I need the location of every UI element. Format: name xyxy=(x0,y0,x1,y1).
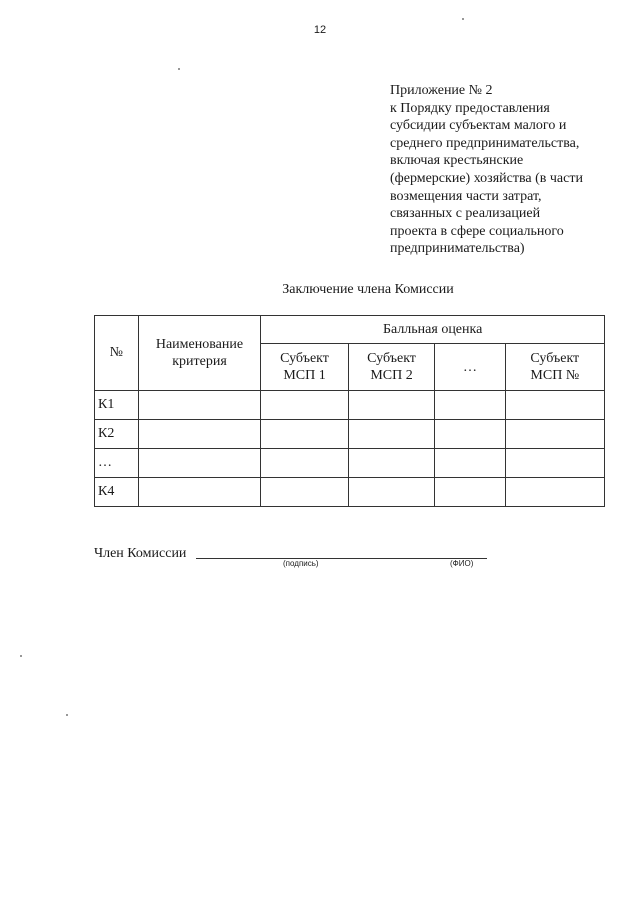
evaluation-table xyxy=(94,315,605,507)
appendix-line: к Порядку предоставления xyxy=(390,100,550,116)
row-label: К2 xyxy=(95,420,139,449)
table-cell xyxy=(138,478,261,507)
row-label: К4 xyxy=(95,478,139,507)
table-cell xyxy=(435,420,505,449)
appendix-line: предпринимательства) xyxy=(390,241,525,257)
table-row xyxy=(95,449,605,478)
table-cell xyxy=(261,420,349,449)
appendix-line: субсидии субъектам малого и xyxy=(390,118,567,134)
table-cell xyxy=(138,420,261,449)
table-cell xyxy=(505,391,604,420)
table-cell xyxy=(435,391,505,420)
table-row xyxy=(95,420,605,449)
subject-header-line: Субъект xyxy=(367,351,416,366)
table-cell xyxy=(261,391,349,420)
column-header-score-group: Балльная оценка xyxy=(261,316,605,344)
table-cell xyxy=(348,391,435,420)
table-cell xyxy=(505,420,604,449)
table-row xyxy=(95,391,605,420)
column-header-number: № xyxy=(95,316,139,391)
subject-header-line: Субъект xyxy=(280,351,329,366)
scan-speck xyxy=(66,714,68,716)
table-cell xyxy=(348,449,435,478)
scan-speck xyxy=(20,655,22,657)
scan-speck xyxy=(178,68,180,70)
table-cell xyxy=(261,478,349,507)
table-cell xyxy=(505,449,604,478)
subject-header-line: МСП № xyxy=(530,368,580,383)
page-number: 12 xyxy=(313,24,327,36)
appendix-line: возмещения части затрат, xyxy=(390,188,542,204)
row-label: … xyxy=(95,449,139,478)
appendix-line: включая крестьянские xyxy=(390,153,524,169)
subject-header-line: МСП 2 xyxy=(370,368,413,383)
criterion-header-line: критерия xyxy=(172,354,227,369)
table-cell xyxy=(348,420,435,449)
signature-caption: (подпись) xyxy=(283,559,319,568)
column-header-criterion xyxy=(138,316,261,391)
document-title: Заключение члена Комиссии xyxy=(282,282,454,297)
signature-label: Член Комиссии xyxy=(94,546,187,561)
subject-header-line: … xyxy=(462,359,477,375)
subject-header-line: МСП 1 xyxy=(283,368,326,383)
table-header-row xyxy=(95,316,605,344)
table-cell xyxy=(138,391,261,420)
appendix-line: (фермерские) хозяйства (в части xyxy=(390,170,583,186)
table-cell xyxy=(435,449,505,478)
table-cell xyxy=(261,449,349,478)
table-cell xyxy=(138,449,261,478)
appendix-line: связанных с реализацией xyxy=(390,206,541,222)
appendix-line: Приложение № 2 xyxy=(390,83,493,98)
column-header-subject-n xyxy=(505,344,604,391)
subject-header-line: Субъект xyxy=(530,351,580,366)
criterion-header-line: Наименование xyxy=(155,337,244,352)
appendix-line: проекта в сфере социального xyxy=(390,223,564,239)
table-cell xyxy=(348,478,435,507)
appendix-line: среднего предпринимательства, xyxy=(390,135,580,151)
signature-line xyxy=(196,558,341,559)
table-row xyxy=(95,478,605,507)
column-header-subject-2 xyxy=(348,344,435,391)
row-label: К1 xyxy=(95,391,139,420)
table-cell xyxy=(505,478,604,507)
scan-speck xyxy=(462,18,464,20)
column-header-ellipsis xyxy=(435,344,505,391)
column-header-subject-1 xyxy=(261,344,349,391)
name-caption: (ФИО) xyxy=(450,559,474,568)
appendix-header xyxy=(390,82,630,258)
table-cell xyxy=(435,478,505,507)
